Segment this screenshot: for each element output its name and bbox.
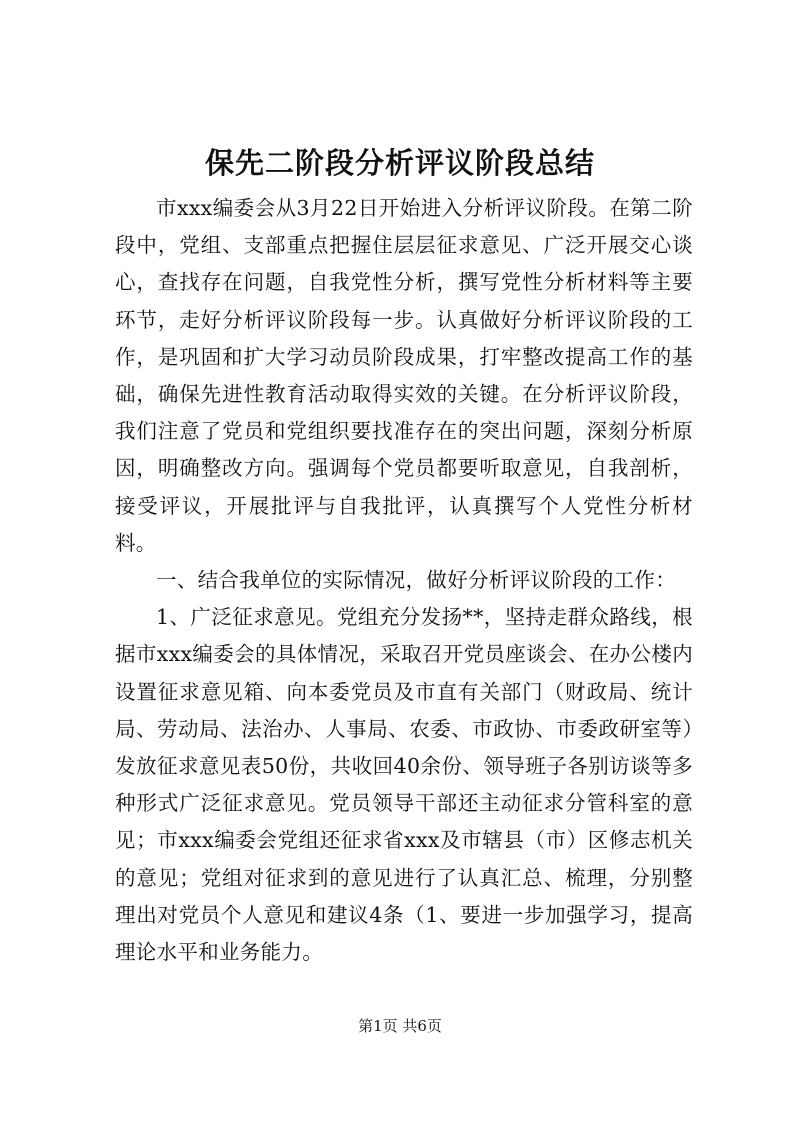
page-number-footer: 第1页 共6页 <box>358 1017 442 1035</box>
paragraph-item-1: 1、广泛征求意见。党组充分发扬**，坚持走群众路线，根据市xxx编委会的具体情况，采取召开党员座谈会、在办公楼内设置征求意见箱、向本委党员及市直有关部门（财政局、统计局、劳动局、法治办、人事局、农委、市政协、市委政研室等）发放征求意见表50份，共收回40余份、领导班子各别访谈等多种形式广泛征求意见。党员领导干部还主动征求分管科室的意见；市xxx编委会党组还征求省xxx及市辖县（市）区修志机关的意见；党组对征求到的意见进行了认真汇总、梳理，分别整理出对党员个人意见和建议4条（1、要进一步加强学习，提高理论水平和业务能力。 <box>115 605 693 965</box>
document-title: 保先二阶段分析评议阶段总结 <box>204 146 595 180</box>
paragraph-section-heading: 一、结合我单位的实际情况，做好分析评议阶段的工作： <box>156 568 676 593</box>
document-body <box>115 190 693 971</box>
paragraph-intro: 市xxx编委会从3月22日开始进入分析评议阶段。在第二阶段中，党组、支部重点把握住层层征求意见、广泛开展交心谈心，查找存在问题，自我党性分析，撰写党性分析材料等主要环节，走好分析评议阶段每一步。认真做好分析评议阶段的工作，是巩固和扩大学习动员阶段成果，打牢整改提高工作的基础，确保先进性教育活动取得实效的关键。在分析评议阶段，我们注意了党员和党组织要找准存在的突出问题，深刻分析原因，明确整改方向。强调每个党员都要听取意见，自我剖析，接受评议，开展批评与自我批评，认真撰写个人党性分析材料。 <box>115 196 693 555</box>
